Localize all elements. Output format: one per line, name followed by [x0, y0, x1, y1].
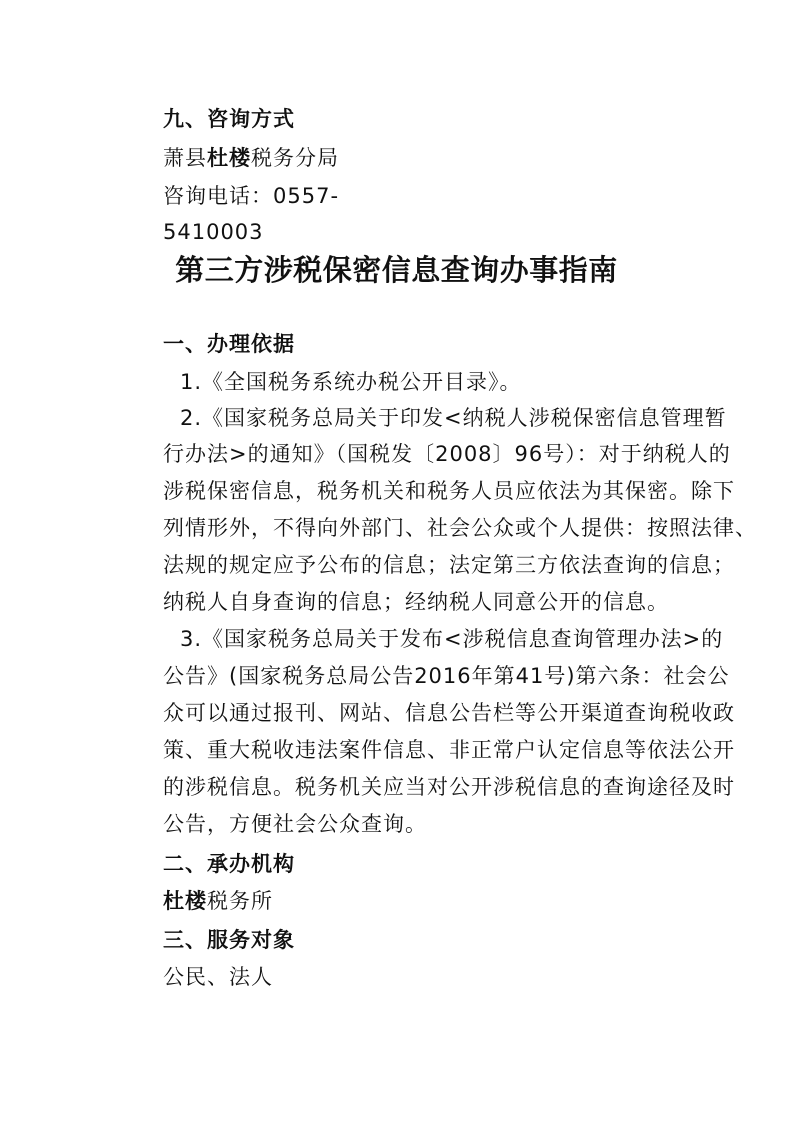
basis-item-2-line-2: 行办法>的通知》（国税发〔2008〕96号）：对于纳税人的 [163, 442, 731, 466]
basis-heading: 一、办理依据 [163, 332, 295, 356]
basis-item-3-line-5: 的涉税信息。税务机关应当对公开涉税信息的查询途径及时 [163, 775, 735, 799]
basis-item-2-line-6: 纳税人自身查询的信息；经纳税人同意公开的信息。 [163, 590, 669, 614]
target-heading: 三、服务对象 [163, 928, 295, 952]
target-value: 公民、法人 [163, 965, 273, 989]
consult-phone: 咨询电话：0557- [163, 184, 340, 208]
consult-org-bold: 杜楼 [207, 146, 251, 170]
basis-item-3-line-4: 策、重大税收违法案件信息、非正常户认定信息等依法公开 [163, 738, 735, 762]
agency-name-suffix: 税务所 [207, 889, 273, 913]
basis-item-3-line-3: 众可以通过报刊、网站、信息公告栏等公开渠道查询税收政 [163, 701, 735, 725]
basis-item-3-line-6: 公告，方便社会公众查询。 [163, 812, 427, 836]
basis-item-3-line-2: 公告》(国家税务总局公告2016年第41号)第六条：社会公 [163, 664, 730, 688]
basis-item-3-line-1: 3.《国家税务总局关于发布<涉税信息查询管理办法>的 [180, 627, 724, 651]
agency-name [163, 886, 273, 916]
agency-heading: 二、承办机构 [163, 852, 295, 876]
basis-item-2-line-3: 涉税保密信息，税务机关和税务人员应依法为其保密。除下 [163, 479, 735, 503]
consult-org [163, 143, 339, 173]
basis-item-2-line-5: 法规的规定应予公布的信息；法定第三方依法查询的信息； [163, 553, 735, 577]
page-title: 第三方涉税保密信息查询办事指南 [175, 253, 618, 287]
consult-org-suffix: 税务分局 [251, 146, 339, 170]
basis-item-2-line-4: 列情形外，不得向外部门、社会公众或个人提供：按照法律、 [163, 516, 757, 540]
basis-item-2-line-1: 2.《国家税务总局关于印发<纳税人涉税保密信息管理暂 [180, 406, 727, 430]
basis-item-1: 1.《全国税务系统办税公开目录》。 [180, 370, 522, 394]
consult-phone-cont: 5410003 [163, 220, 264, 244]
consult-heading: 九、咨询方式 [163, 107, 295, 131]
consult-org-prefix: 萧县 [163, 146, 207, 170]
agency-name-bold: 杜楼 [163, 889, 207, 913]
